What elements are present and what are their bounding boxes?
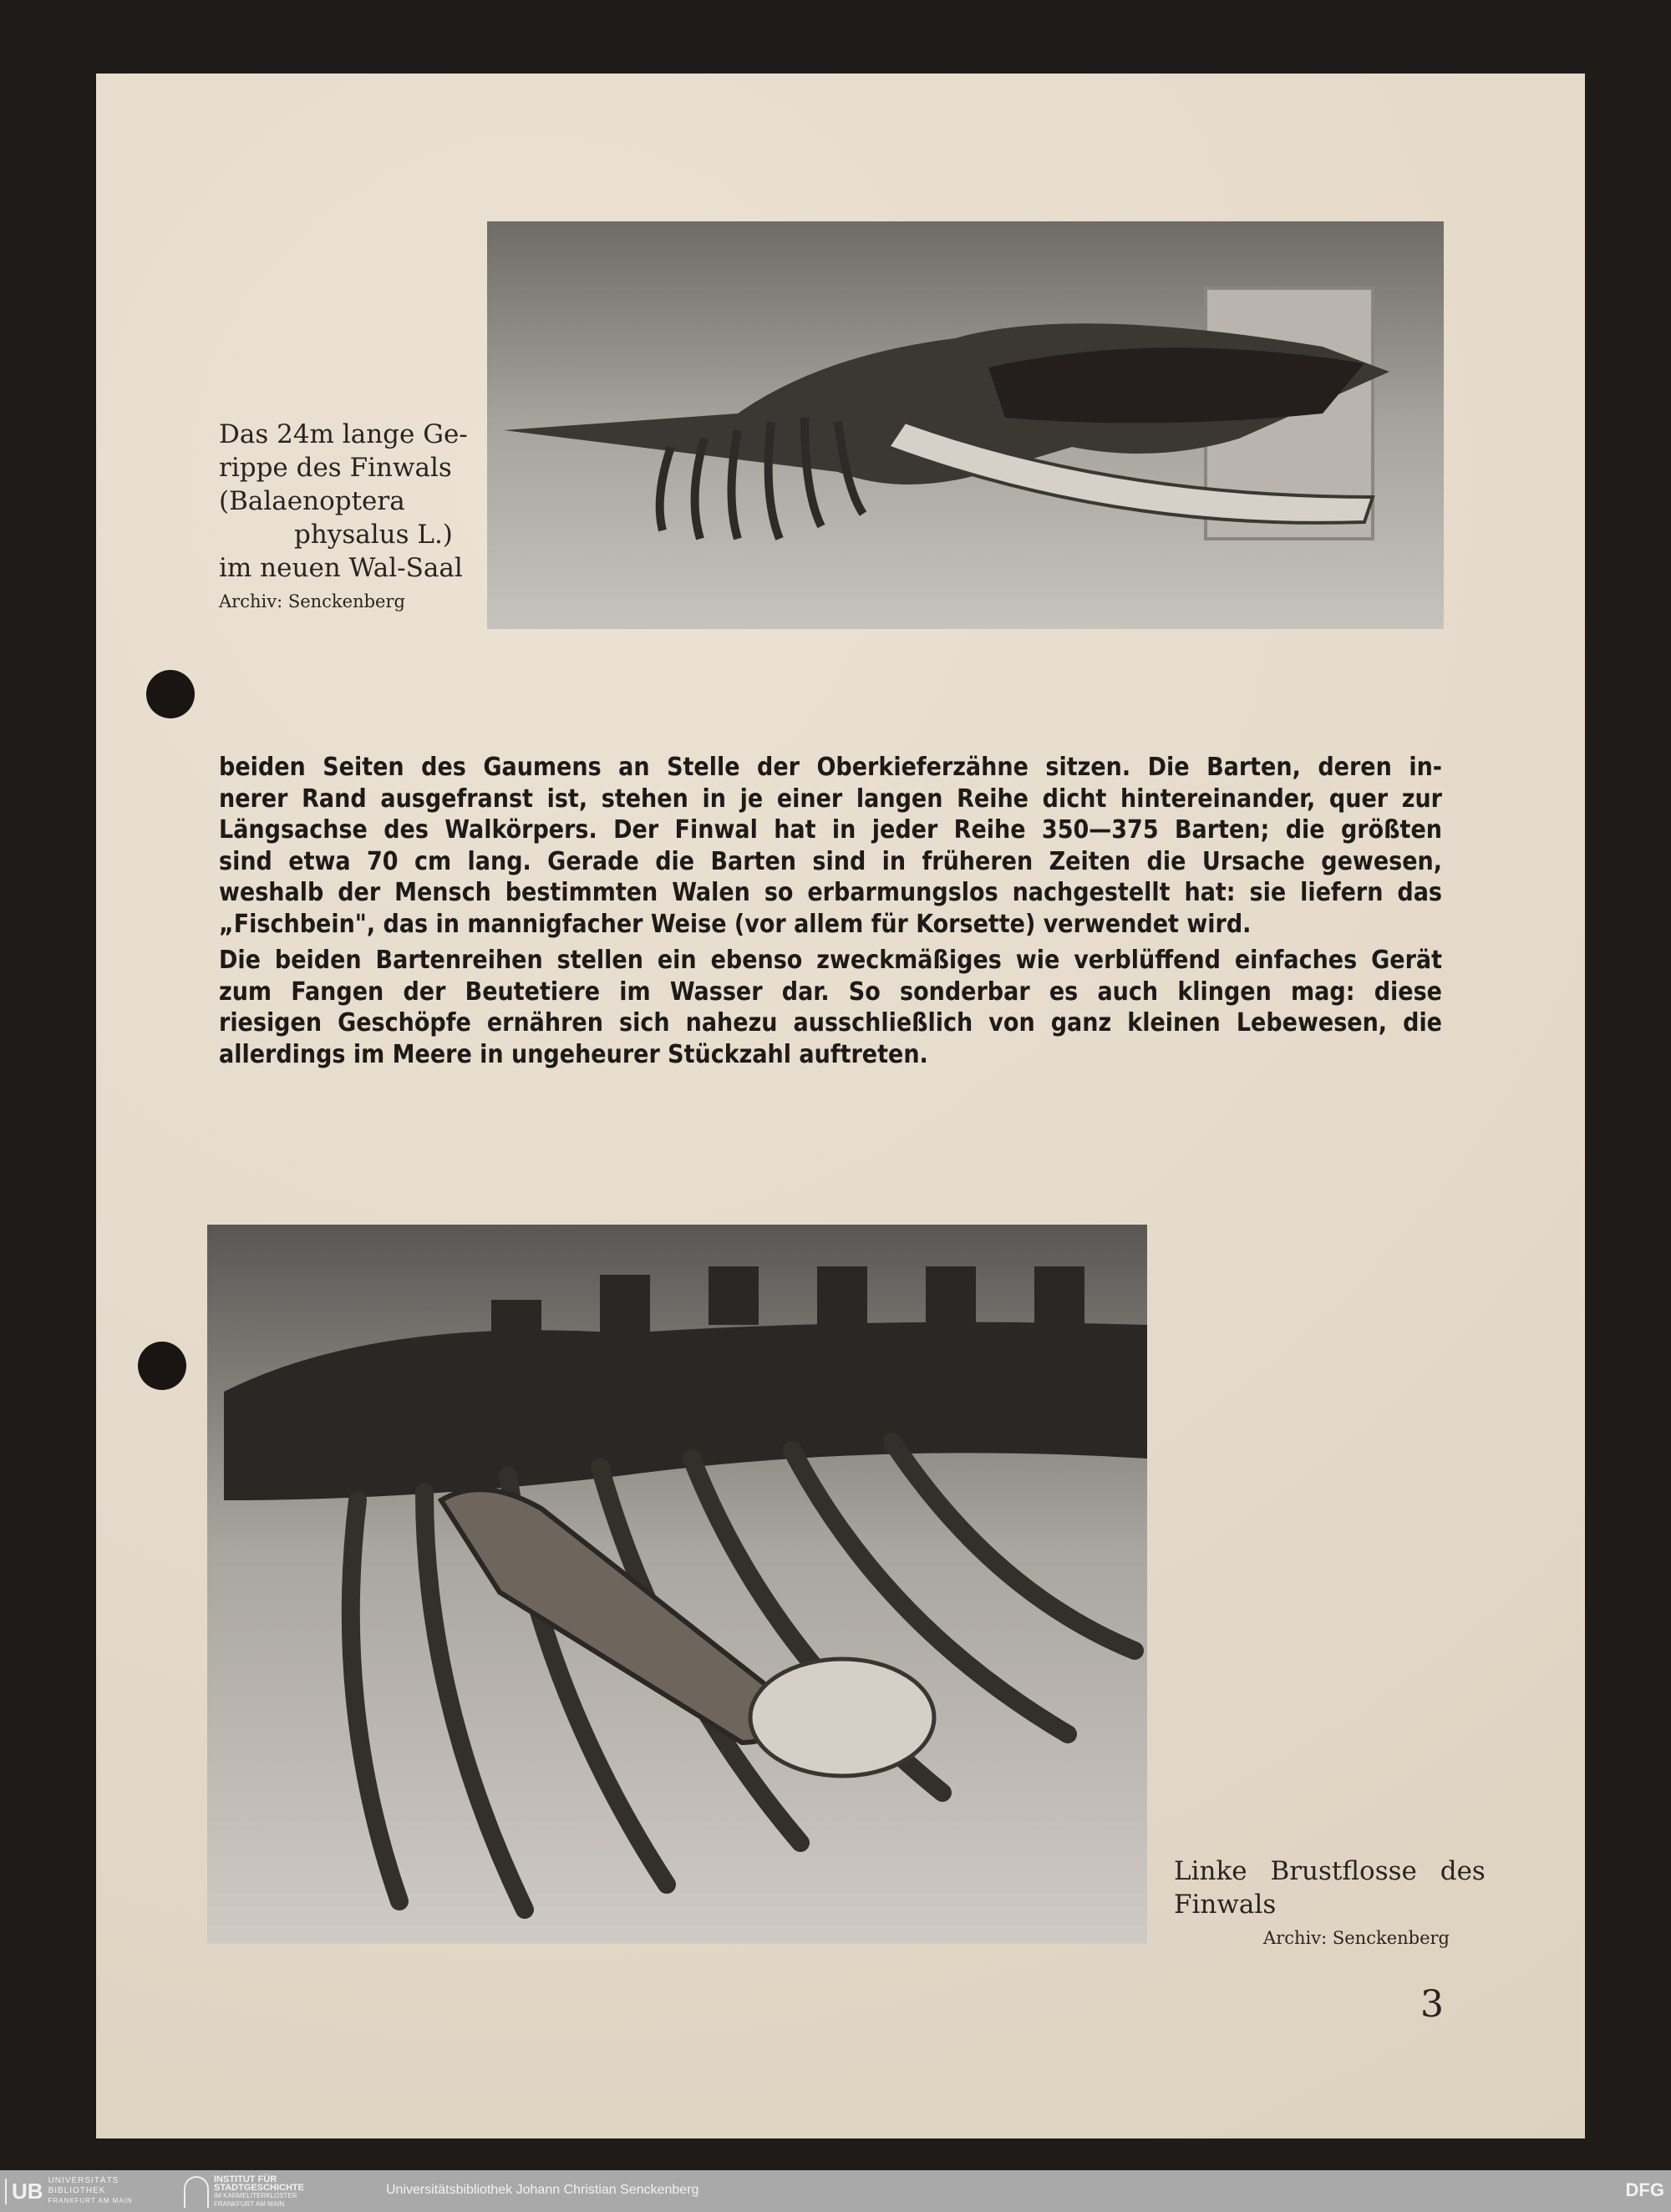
text-line: Die beiden Bartenreihen stellen ein ebenso zweckmäßiges wie verblüffend einfaches Gerät bbox=[219, 946, 1442, 975]
library-name: Universitätsbibliothek Johann Christian Senckenberg bbox=[386, 2183, 699, 2197]
footer-bar bbox=[0, 2170, 1671, 2212]
photo-pectoral-fin bbox=[207, 1225, 1147, 1944]
isg-arch-icon bbox=[184, 2176, 209, 2208]
dfg-logo: DFG bbox=[1625, 2179, 1664, 2200]
photo-finwhale-skeleton bbox=[487, 221, 1444, 629]
isg-logo bbox=[184, 2175, 304, 2209]
caption-line: Das 24m lange Ge- bbox=[219, 419, 468, 449]
text-line: beiden Seiten des Gaumens an Stelle der Oberkieferzähne sitzen. Die Barten, deren in- bbox=[219, 753, 1442, 782]
caption-bottom bbox=[1174, 1854, 1486, 1951]
caption-top bbox=[219, 418, 470, 615]
photo-credit: Archiv: Senckenberg bbox=[219, 591, 405, 611]
ub-mark: UB bbox=[5, 2179, 43, 2204]
text-line: sind etwa 70 cm lang. Gerade die Barten sind in früheren Zeiten die Ursache gewesen, bbox=[219, 846, 1442, 876]
isg-text: IM KARMELITERKLOSTER bbox=[214, 2192, 297, 2199]
ub-text: BIBLIOTHEK bbox=[48, 2186, 106, 2195]
punch-hole bbox=[146, 670, 195, 718]
isg-text: STADTGESCHICHTE bbox=[214, 2183, 304, 2193]
isg-text: FRANKFURT AM MAIN bbox=[214, 2200, 285, 2208]
caption-line: (Balaenoptera bbox=[219, 486, 405, 516]
page-number: 3 bbox=[1420, 1983, 1444, 2026]
caption-line: Linke Brustflosse des bbox=[1174, 1856, 1486, 1886]
ub-text: UNIVERSITÄTS bbox=[48, 2176, 119, 2185]
text-line: weshalb der Mensch bestimmten Walen so erbarmungslos nachgestellt hat: sie liefern das bbox=[219, 878, 1442, 907]
photo-credit: Archiv: Senckenberg bbox=[1263, 1928, 1450, 1948]
text-line: riesigen Geschöpfe ernähren sich nahezu ausschließlich von ganz kleinen Lebewesen, die bbox=[219, 1008, 1442, 1038]
isg-text: INSTITUT FÜR bbox=[214, 2174, 277, 2184]
text-line: „Fischbein", das in mannigfacher Weise (vor allem für Korsette) verwendet wird. bbox=[219, 909, 1252, 939]
text-line: nerer Rand ausgefranst ist, stehen in je einer langen Reihe dicht hintereinander, quer zur bbox=[219, 784, 1442, 814]
caption-line: Finwals bbox=[1174, 1890, 1277, 1920]
ub-text: FRANKFURT AM MAIN bbox=[48, 2197, 133, 2204]
caption-line: im neuen Wal-Saal bbox=[219, 553, 463, 583]
text-line: allerdings im Meere in ungeheurer Stückzahl auftreten. bbox=[219, 1039, 928, 1069]
text-line: zum Fangen der Beutetiere im Wasser dar. So sonderbar es auch klingen mag: diese bbox=[219, 977, 1442, 1007]
caption-line: rippe des Finwals bbox=[219, 453, 452, 483]
body-text bbox=[219, 752, 1442, 1070]
text-line: Längsachse des Walkörpers. Der Finwal hat in jeder Reihe 350—375 Barten; die größten bbox=[219, 815, 1442, 845]
ub-logo bbox=[5, 2175, 133, 2207]
caption-line: physalus L.) bbox=[294, 520, 453, 550]
punch-hole bbox=[138, 1342, 186, 1390]
